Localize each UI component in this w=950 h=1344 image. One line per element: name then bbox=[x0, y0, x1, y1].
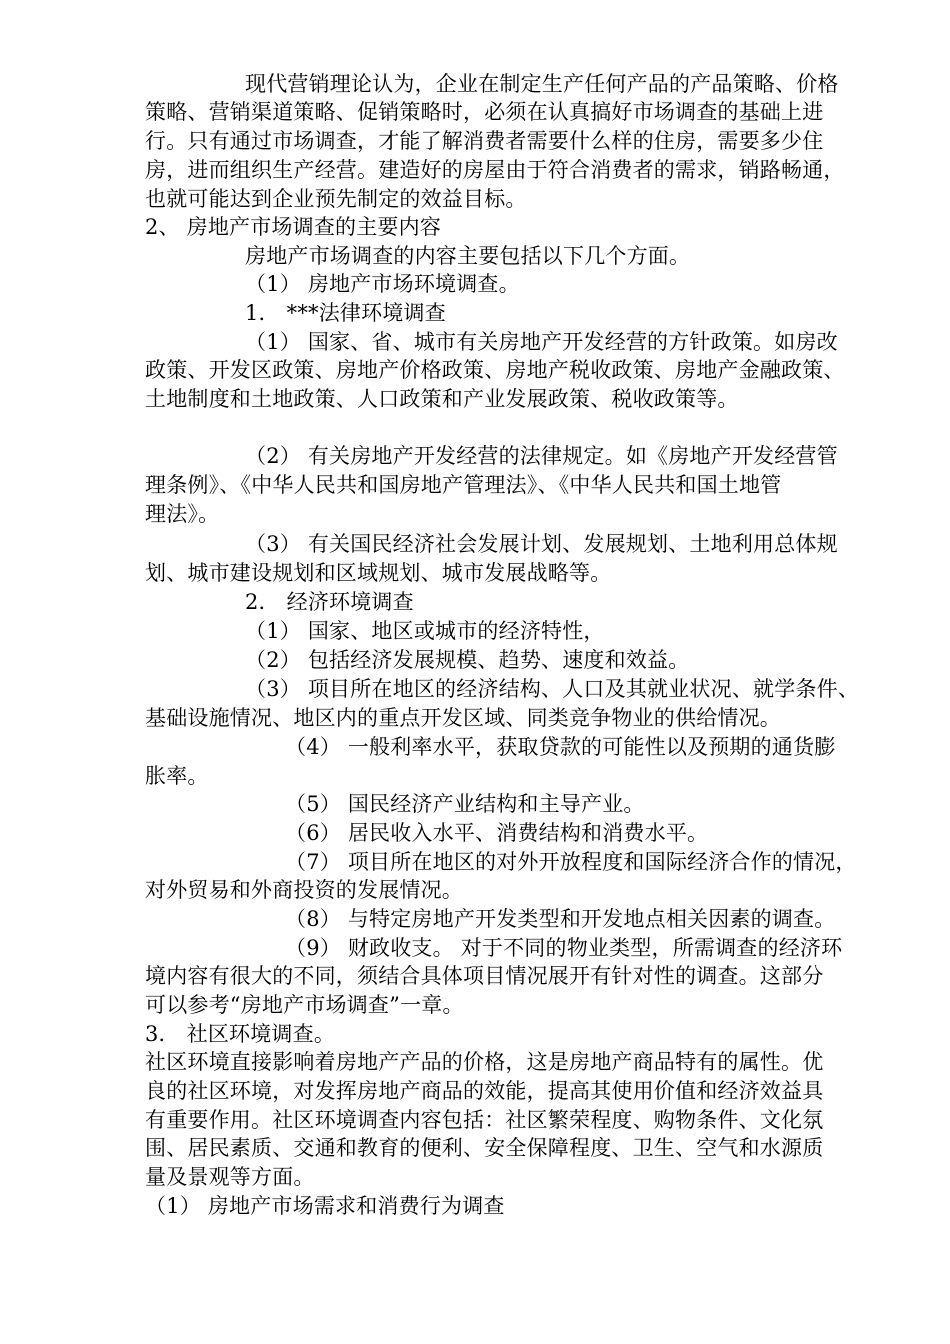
list-item: 1． ***法律环境调查 bbox=[245, 301, 446, 325]
paragraph-line: 有重要作用。社区环境调查内容包括：社区繁荣程度、购物条件、文化氛 bbox=[145, 1108, 824, 1132]
section-heading: 3． 社区环境调查。 bbox=[145, 1022, 336, 1046]
list-item: （2） 有关房地产开发经营的法律规定。如《房地产开发经营管 bbox=[245, 444, 838, 468]
paragraph-line: 划、城市建设规划和区域规划、城市发展战略等。 bbox=[145, 561, 612, 585]
list-item: （9） 财政收支。 对于不同的物业类型，所需调查的经济环 bbox=[285, 936, 843, 960]
list-item: （1） 国家、省、城市有关房地产开发经营的方针政策。如房改 bbox=[245, 330, 838, 354]
paragraph-line: 现代营销理论认为，企业在制定生产任何产品的产品策略、价格 bbox=[245, 72, 839, 96]
paragraph-line: 理条例》、《中华人民共和国房地产管理法》、《中华人民共和国土地管 bbox=[145, 473, 782, 497]
list-item: （3） 项目所在地区的经济结构、人口及其就业状况、就学条件、 bbox=[245, 677, 860, 701]
list-item: （4） 一般利率水平，获取贷款的可能性以及预期的通货膨 bbox=[285, 735, 836, 759]
paragraph-line: 房，进而组织生产经营。建造好的房屋由于符合消费者的需求，销路畅通， bbox=[145, 158, 845, 182]
list-item: （1） 国家、地区或城市的经济特性， bbox=[245, 619, 605, 643]
paragraph-line: 理法》。 bbox=[145, 502, 220, 526]
list-item: （6） 居民收入水平、消费结构和消费水平。 bbox=[285, 821, 709, 845]
list-item: （3） 有关国民经济社会发展计划、发展规划、土地利用总体规 bbox=[245, 532, 838, 556]
paragraph-line: 对外贸易和外商投资的发展情况。 bbox=[145, 878, 463, 902]
paragraph-line: 胀率。 bbox=[145, 764, 209, 788]
list-item: （8） 与特定房地产开发类型和开发地点相关因素的调查。 bbox=[285, 907, 836, 931]
paragraph-line: 社区环境直接影响着房地产产品的价格，这是房地产商品特有的属性。优 bbox=[145, 1050, 824, 1074]
paragraph-line: 境内容有很大的不同，须结合具体项目情况展开有针对性的调查。这部分 bbox=[145, 964, 824, 988]
list-item: （2） 包括经济发展规模、趋势、速度和效益。 bbox=[245, 648, 690, 672]
section-heading: 2、 房地产市场调查的主要内容 bbox=[145, 215, 442, 239]
list-item: （7） 项目所在地区的对外开放程度和国际经济合作的情况， bbox=[285, 850, 857, 874]
paragraph-line: 良的社区环境，对发挥房地产商品的效能，提高其使用价值和经济效益具 bbox=[145, 1079, 824, 1103]
paragraph-line: 可以参考“房地产市场调查”一章。 bbox=[145, 993, 464, 1017]
paragraph-line: 房地产市场调查的内容主要包括以下几个方面。 bbox=[245, 244, 691, 268]
paragraph-line: 政策、开发区政策、房地产价格政策、房地产税收政策、房地产金融政策、 bbox=[145, 358, 845, 382]
list-item: （1） 房地产市场环境调查。 bbox=[245, 272, 520, 296]
paragraph-line: 策略、营销渠道策略、促销策略时，必须在认真搞好市场调查的基础上进 bbox=[145, 100, 824, 124]
list-item: （1） 房地产市场需求和消费行为调查 bbox=[145, 1194, 505, 1218]
list-item: （5） 国民经济产业结构和主导产业。 bbox=[285, 792, 645, 816]
paragraph-line: 土地制度和土地政策、人口政策和产业发展政策、税收政策等。 bbox=[145, 387, 739, 411]
paragraph-line: 也就可能达到企业预先制定的效益目标。 bbox=[145, 187, 527, 211]
paragraph-line: 量及景观等方面。 bbox=[145, 1165, 315, 1189]
paragraph-line: 围、居民素质、交通和教育的便利、安全保障程度、卫生、空气和水源质 bbox=[145, 1136, 824, 1160]
paragraph-line: 基础设施情况、地区内的重点开发区域、同类竞争物业的供给情况。 bbox=[145, 706, 781, 730]
list-item: 2． 经济环境调查 bbox=[245, 590, 414, 614]
paragraph-line: 行。只有通过市场调查，才能了解消费者需要什么样的住房，需要多少住 bbox=[145, 129, 824, 153]
